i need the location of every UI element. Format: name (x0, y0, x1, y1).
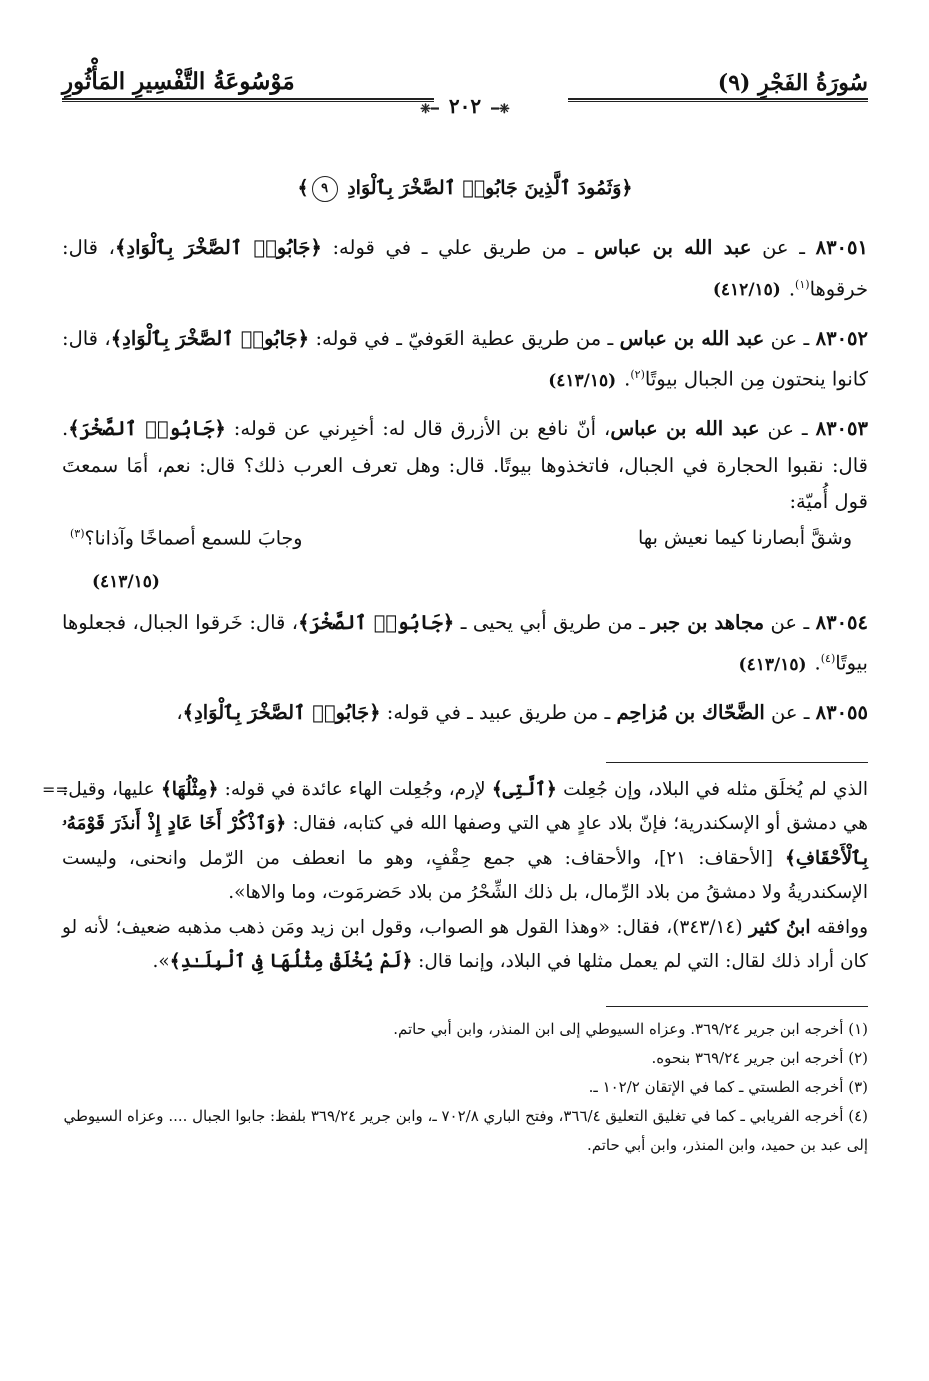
entry-number: ٨٣٠٥١ (815, 236, 868, 259)
footnote: (١) أخرجه ابن جرير ٣٦٩/٢٤. وعزاه السيوطي إلى ابن المنذر، وابن أبي حاتم. (393, 1019, 868, 1038)
footnotes (62, 1015, 868, 1160)
quran-quote: ﴿جَابُوا۟ ٱلصَّخْرَ﴾ (298, 610, 455, 634)
page-header (62, 58, 868, 120)
entry-number: ٨٣٠٥٣ (815, 417, 868, 440)
quran-quote: ﴿جَابُوا۟ ٱلصَّخْرَ﴾ (68, 417, 226, 440)
entry-number: ٨٣٠٥٥ (815, 701, 868, 724)
volume-page-ref: (٤١٣/١٥) (92, 571, 160, 592)
narrator-name: عبد الله بن عباس (610, 417, 760, 440)
footnote-separator (606, 1006, 868, 1007)
narrator-name: الضَّحّاك بن مُزاحِم (616, 701, 765, 724)
quran-quote: ﴿جَابُوا۟ ٱلصَّخْرَ بِٱلْوَادِ﴾ (110, 326, 310, 350)
narration-entry: ٨٣٠٥٣ ـ عن عبد الله بن عباس، أنّ نافع بن الأزرق قال له: أخبِرني عن قوله: ﴿جَابُوا۟ ٱلصَّخْرَ﴾. قال: نقبوا الحجارة في الجبال، فاتخذوها بيوتًا. قال: وهل تعرف العرب ذلك؟ قال: نعم، أمَا سمعتَ قول أُميّة: (62, 417, 868, 513)
book-title-running-head: مَوْسُوعَةُ التَّفْسِيرِ المَأْثُورِ (62, 68, 295, 95)
book-page (42, 58, 869, 1348)
quran-quote: ﴿ٱلَّتِى﴾ (491, 778, 557, 800)
continuation-marker: == (42, 779, 69, 799)
narrator-name: عبد الله بن عباس (594, 236, 752, 259)
entry-number: ٨٣٠٥٤ (815, 610, 868, 634)
footnote-marker: (٣) (70, 526, 85, 540)
quran-quote: ﴿وَٱذْكُرْ أَخَا عَادٍ إِذْ أَنذَرَ قَوْمَهُۥ بِٱلْأَحْقَافِ﴾ (62, 813, 868, 869)
commentary-paragraph: ووافقه ابنُ كثير (٣٤٣/١٤)، فقال: «وهذا القول هو الصواب، وقول ابن زيد ومَن ذهب مذهبه ضعيف؛ لأنه لو كان أراد ذلك لقال: التي لم يعمل مثلها في البلاد، وإنما قال: ﴿لَمْ يُخْلَقْ مِثْلُهَا فِى ٱلْبِلَـٰدِ﴾». (62, 916, 869, 972)
narrator-name: عبد الله بن عباس (619, 326, 765, 350)
page-number: ❈━٢٠٢━❈ (420, 94, 510, 118)
footnote: (٢) أخرجه ابن جرير ٣٦٩/٢٤ بنحوه. (651, 1048, 868, 1067)
quran-verse: ﴿وَثَمُودَ ٱلَّذِينَ جَابُوا۟ ٱلصَّخْرَ بِٱلْوَادِ ٩﴾ (62, 176, 868, 216)
ayah-number-badge: ٩ (312, 176, 338, 202)
narration-entry: ٨٣٠٥٤ ـ عن مجاهد بن جبر ـ من طريق أبي يحيى ـ ﴿جَابُوا۟ ٱلصَّخْرَ﴾، قال: خَرقوا الجبال، فجعلوها بيوتًا$^{(٤)}$.(٤١٣/١٥) (62, 610, 868, 675)
quran-quote: ﴿مِثْلُهَا﴾ (160, 778, 219, 800)
quran-quote: ﴿جَابُوا۟ ٱلصَّخْرَ بِٱلْوَادِ﴾ (114, 236, 322, 259)
footnote: (٤) أخرجه الفريابي ـ كما في تغليق التعليق ٣٦٦/٤، وفتح الباري ٧٠٢/٨ ـ، وابن جرير ٣٦٩/٢٤ بلفظ: جابوا الجبال .... وعزاه السيوطي إلى عبد بن حميد، وابن المنذر، وابن أبي حاتم. (63, 1106, 868, 1154)
volume-page-ref: (٤١٣/١٥) (548, 370, 617, 391)
scholar-name: ابنُ كثير (748, 916, 811, 938)
footnote-marker: (٢) (630, 368, 645, 381)
ornament-icon: ❈━ (491, 102, 510, 117)
narrator-name: مجاهد بن جبر (651, 610, 765, 634)
poetry-verse (62, 521, 868, 565)
footnote-marker: (٤) (820, 652, 836, 665)
surah-running-head: سُورَةُ الفَجْرِ (٩) (717, 70, 868, 96)
poem-hemistich: وجابَ للسمع أصماخًا وآذانا؟$^{(٣)}$ (70, 526, 303, 549)
narration-entry: ٨٣٠٥٥ ـ عن الضَّحّاك بن مُزاحِم ـ من طريق عبيد ـ في قوله: ﴿جَابُوا۟ ٱلصَّخْرَ بِٱلْوَادِ﴾، (176, 701, 868, 724)
footnote-marker: (١) (795, 277, 810, 291)
footnote: (٣) أخرجه الطستي ـ كما في الإتقان ١٠٢/٢ ـ. (588, 1077, 868, 1096)
volume-page-ref: (٤١٣/١٥) (738, 654, 807, 675)
poem-hemistich: وشقَّ أبصارنا كيما نعيش بها (638, 526, 852, 549)
quran-quote: ﴿لَمْ يُخْلَقْ مِثْلُهَا فِى ٱلْبِلَـٰدِ﴾ (169, 951, 413, 972)
ornament-icon: ━❈ (420, 102, 439, 117)
commentary-separator (606, 762, 868, 763)
narration-entry: ٨٣٠٥١ ـ عن عبد الله بن عباس ـ من طريق علي ـ في قوله: ﴿جَابُوا۟ ٱلصَّخْرَ بِٱلْوَادِ﴾، قال: خرقوها$^{(١)}$.(٤١٢/١٥) (62, 236, 868, 300)
commentary-continuation (42, 773, 869, 980)
volume-page-ref: (٤١٢/١٥) (712, 280, 781, 300)
entry-number: ٨٣٠٥٢ (815, 326, 868, 350)
quran-quote: ﴿جَابُوا۟ ٱلصَّخْرَ بِٱلْوَادِ﴾ (182, 701, 381, 724)
commentary-paragraph: الذي لم يُخلَق مثله في البلاد، وإن جُعِلت ﴿ٱلَّتِى﴾ لإرم، وجُعِلت الهاء عائدة في قوله: ﴿مِثْلُهَا﴾ عليها، وقيل: هي دمشق أو الإسكندرية؛ فإنّ بلاد عادٍ هي التي وصفها الله في كتابه، فقال: ﴿وَٱذْكُرْ أَخَا عَادٍ إِذْ أَنذَرَ قَوْمَهُۥ بِٱلْأَحْقَافِ﴾ [الأحقاف: ٢١]، والأحقاف: هي جمع حِقْفٍ، وهو ما انعطف من الرّمل وانحنى، وليست الإسكندريةُ ولا دمشقُ من بلاد الرِّمال، بل ذلك الشِّحْرُ من بلاد حَضرمَوت، وما والاها». (62, 778, 868, 903)
narration-entry: ٨٣٠٥٢ ـ عن عبد الله بن عباس ـ من طريق عطية العَوفيّ ـ في قوله: ﴿جَابُوا۟ ٱلصَّخْرَ بِٱلْوَادِ﴾، قال: كانوا ينحتون مِن الجبال بيوتًا$^{(٢)}$.(٤١٣/١٥) (62, 326, 868, 391)
